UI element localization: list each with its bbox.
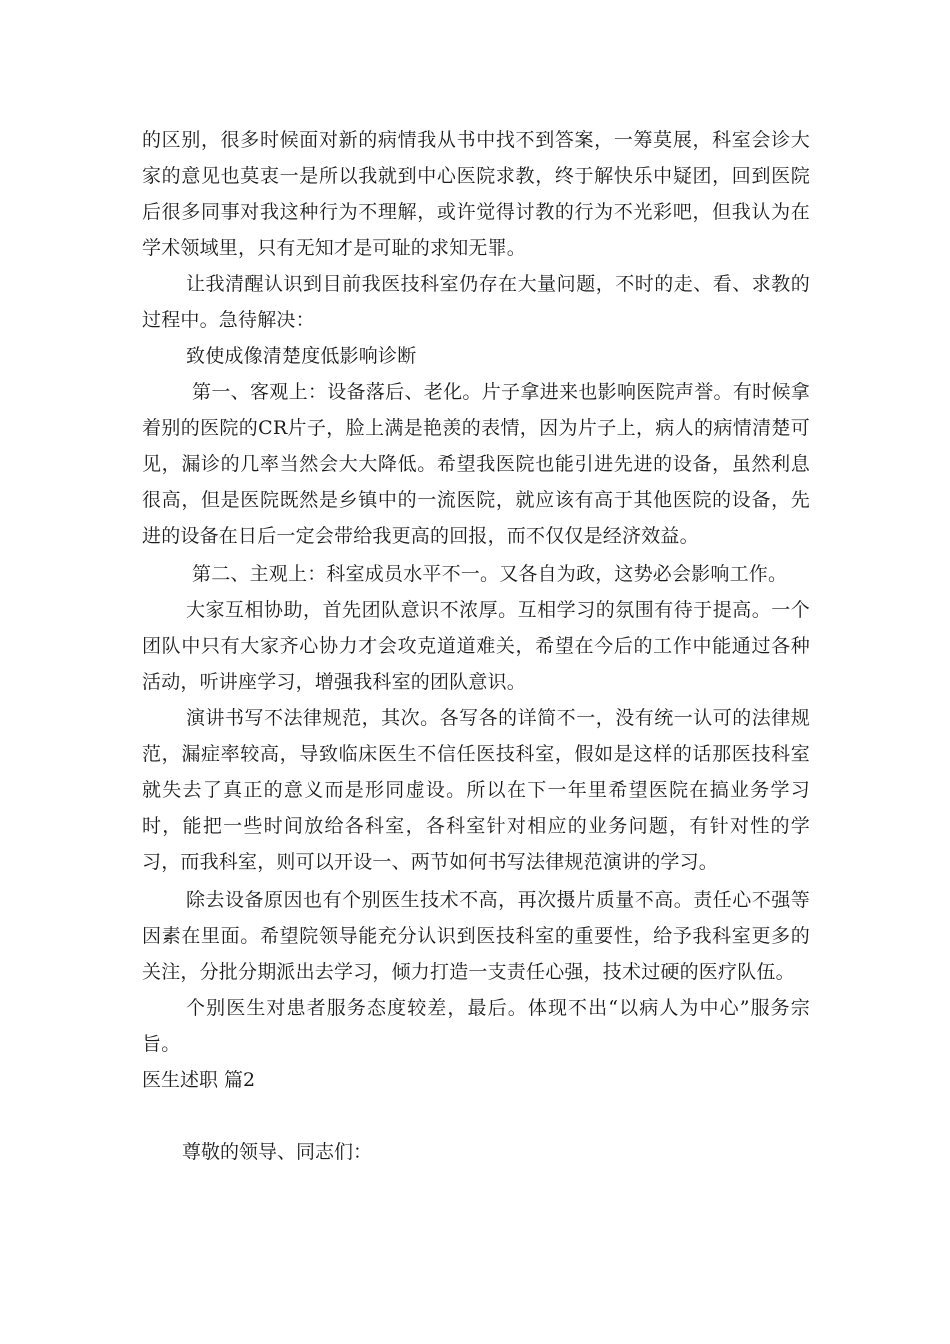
paragraph-9: 个别医生对患者服务态度较差，最后。体现不出“以病人为中心”服务宗旨。 (142, 997, 810, 1055)
paragraph-7: 演讲书写不法律规范，其次。各写各的详简不一，没有统一认可的法律规范，漏症率较高，导致临床医生不信任医技科室，假如是这样的话那医技科室就失去了真正的意义而是形同虚设。所以在下一年里希望医院在搞业务学习时，能把一些时间放给各科室，各科室针对相应的业务问题，有针对性的学习，而我科室，则可以开设一、两节如何书写法律规范演讲的学习。 (142, 707, 810, 873)
paragraph-5: 第二、主观上：科室成员水平不一。又各自为政，这势必会影响工作。 (192, 563, 788, 585)
paragraph-2: 让我清醒认识到目前我医技科室仍存在大量问题，不时的走、看、求教的过程中。急待解决： (142, 273, 810, 331)
greeting: 尊敬的领导、同志们： (182, 1141, 373, 1163)
paragraph-4: 第一、客观上：设备落后、老化。片子拿进来也影响医院声誉。有时候拿着别的医院的CR片子，脸上满是艳羡的表情，因为片子上，病人的病情清楚可见，漏诊的几率当然会大大降低。希望我医院也能引进先进的设备，虽然利息很高，但是医院既然是乡镇中的一流医院，就应该有高于其他医院的设备，先进的设备在日后一定会带给我更高的回报，而不仅仅是经济效益。 (142, 381, 810, 547)
paragraph-8: 除去设备原因也有个别医生技术不高，再次摄片质量不高。责任心不强等因素在里面。希望院领导能充分认识到医技科室的重要性，给予我科室更多的关注，分批分期派出去学习，倾力打造一支责任心强，技术过硬的医疗队伍。 (142, 889, 810, 983)
paragraph-6: 大家互相协助，首先团队意识不浓厚。互相学习的氛围有待于提高。一个团队中只有大家齐心协力才会攻克道道难关，希望在今后的工作中能通过各种活动，听讲座学习，增强我科室的团队意识。 (142, 599, 810, 693)
paragraph-3: 致使成像清楚度低影响诊断 (186, 345, 417, 367)
paragraph-1: 的区别，很多时候面对新的病情我从书中找不到答案，一筹莫展，科室会诊大家的意见也莫衷一是所以我就到中心医院求教，终于解快乐中疑团，回到医院后很多同事对我这种行为不理解，或许觉得讨教的行为不光彩吧，但我认为在学术领域里，只有无知才是可耻的求知无罪。 (142, 129, 810, 259)
section-heading: 医生述职 篇2 (142, 1069, 256, 1091)
